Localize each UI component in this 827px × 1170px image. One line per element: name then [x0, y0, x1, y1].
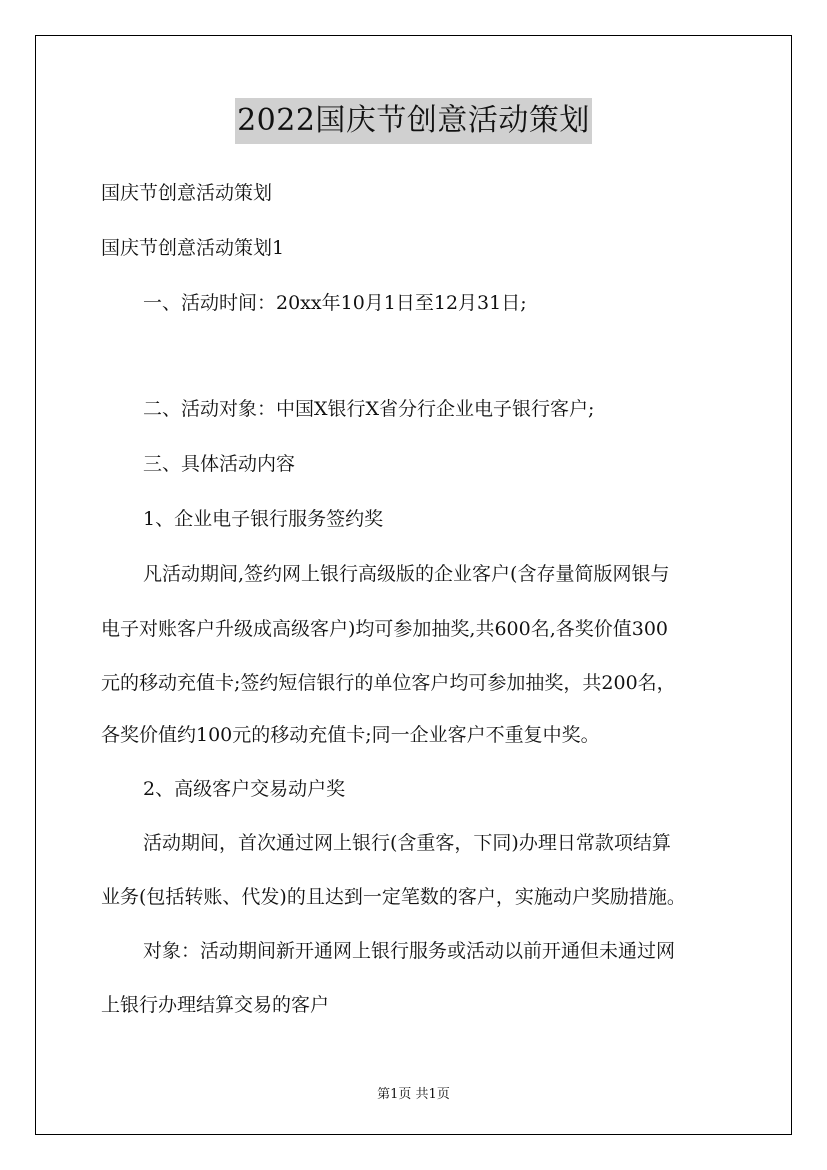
title-wrap: [0, 98, 827, 144]
subtitle: 国庆节创意活动策划: [101, 182, 273, 204]
activity-target: 二、活动对象：中国X银行X省分行企业电子银行客户;: [143, 398, 595, 420]
paragraph-line: 元的移动充值卡;签约短信银行的单位客户均可参加抽奖，共200名，: [101, 672, 676, 694]
prize-1-heading: 1、企业电子银行服务签约奖: [143, 508, 384, 530]
paragraph-line: 上银行办理结算交易的客户: [101, 994, 330, 1016]
paragraph-line: 各奖价值约100元的移动充值卡;同一企业客户不重复中奖。: [101, 724, 600, 746]
prize-2-heading: 2、高级客户交易动户奖: [143, 778, 346, 800]
activity-content-heading: 三、具体活动内容: [143, 453, 296, 475]
section-heading: 国庆节创意活动策划1: [101, 237, 285, 259]
document-title: 2022国庆节创意活动策划: [235, 98, 592, 144]
paragraph-line: 凡活动期间,签约网上银行高级版的企业客户(含存量简版网银与: [143, 563, 670, 585]
paragraph-line: 业务(包括转账、代发)的且达到一定笔数的客户，实施动户奖励措施。: [101, 886, 686, 908]
paragraph-line: 电子对账客户升级成高级客户)均可参加抽奖,共600名,各奖价值300: [101, 618, 669, 640]
paragraph-line: 活动期间，首次通过网上银行(含重客，下同)办理日常款项结算: [143, 832, 671, 854]
page-footer: 第1页 共1页: [377, 1087, 450, 1102]
paragraph-line: 对象：活动期间新开通网上银行服务或活动以前开通但未通过网: [143, 940, 676, 962]
activity-time: 一、活动时间：20xx年10月1日至12月31日;: [143, 292, 527, 314]
